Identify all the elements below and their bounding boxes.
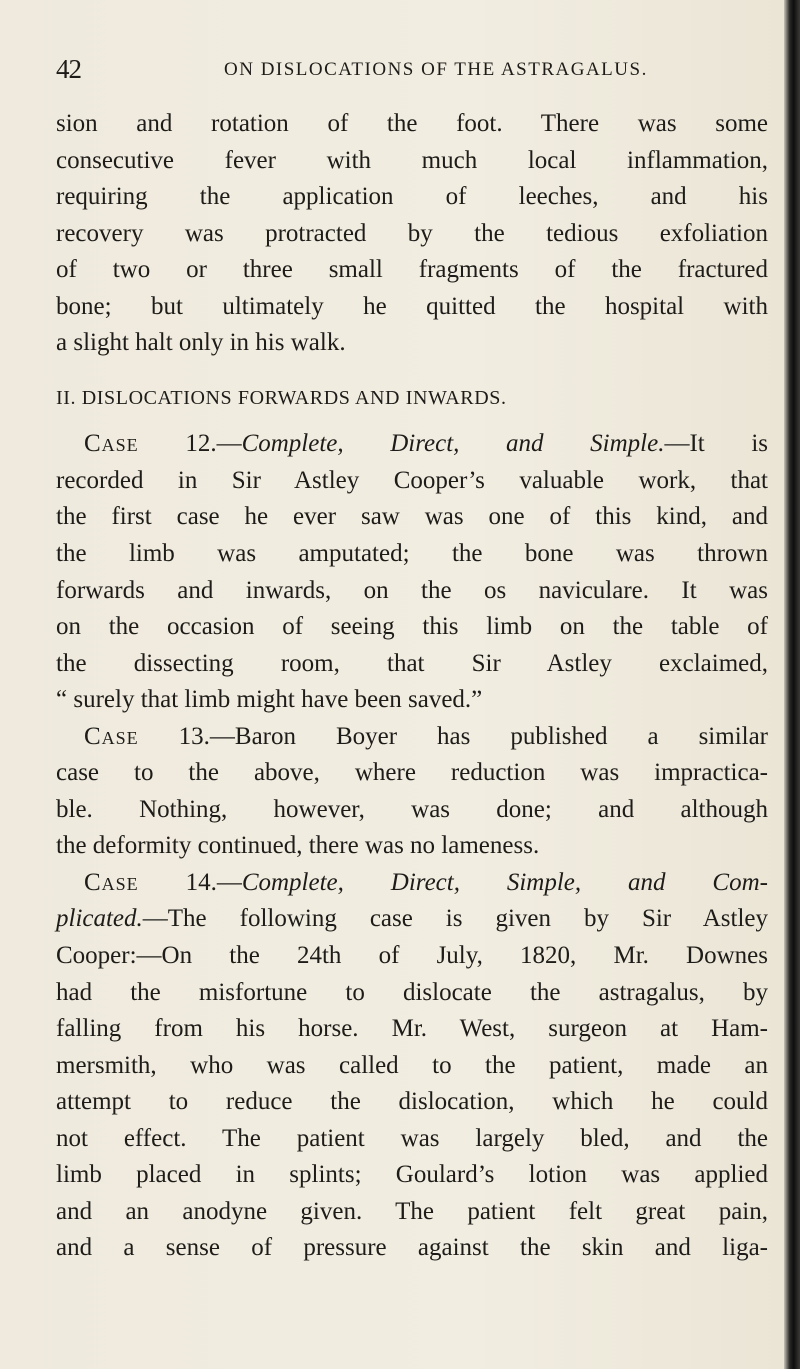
case-number: 13. (178, 722, 210, 750)
case-label: Case (84, 868, 139, 896)
case-first-line-rest: —It is (664, 430, 769, 458)
text-line: on the occasion of seeing this limb on the table of (56, 613, 768, 641)
text-line: falling from his horse. Mr. West, surgeon at Ham- (56, 1015, 768, 1043)
case-13-paragraph (56, 719, 768, 756)
case-14-paragraph (56, 865, 768, 902)
case-14-body (56, 901, 768, 1266)
text-line: a slight halt only in his walk. (56, 329, 346, 357)
text-line: case to the above, where reduction was impractica- (56, 759, 768, 787)
case-14-first-line (84, 865, 768, 902)
text-line: and a sense of pressure against the skin and liga- (56, 1234, 768, 1262)
case-title-part-2: plicated. (56, 905, 143, 933)
text-line: not effect. The patient was largely bled, and the (56, 1124, 768, 1152)
text-line: had the misfortune to dislocate the astragalus, by (56, 978, 768, 1006)
case-dash: — (216, 868, 242, 896)
case-12-first-line (84, 426, 768, 463)
case-second-line-rest: —The following case is given by Sir Astley (142, 905, 768, 933)
text-line: Cooper:—On the 24th of July, 1820, Mr. Downes (56, 942, 768, 970)
page-header (56, 54, 756, 94)
text-line: sion and rotation of the foot. There was some (56, 110, 768, 137)
case-dash: .— (210, 430, 242, 458)
text-line: bone; but ultimately he quitted the hospital with (56, 292, 768, 320)
case-title: Complete, Direct, and Simple. (241, 430, 665, 458)
case-14-second-line (56, 901, 768, 938)
text-line: ble. Nothing, however, was done; and although (56, 795, 768, 823)
text-line: the limb was amputated; the bone was thrown (56, 540, 768, 568)
case-number: 14. (185, 868, 217, 896)
book-binding-edge (784, 0, 800, 1369)
text-line: recovery was protracted by the tedious exfoliation (56, 219, 768, 247)
case-label: Case (84, 430, 139, 458)
body-text (56, 106, 768, 1267)
text-line: the dissecting room, that Sir Astley exclaimed, (56, 649, 768, 677)
text-line: mersmith, who was called to the patient, made an (56, 1051, 768, 1079)
text-line: of two or three small fragments of the fractured (56, 256, 768, 284)
case-12-body (56, 463, 768, 719)
text-line: the first case he ever saw was one of this kind, and (56, 503, 768, 531)
text-line: consecutive fever with much local inflammation, (56, 146, 768, 174)
case-label: Case (84, 722, 139, 750)
case-13-first-line (84, 719, 768, 756)
text-line: “ surely that limb might have been saved.” (56, 686, 483, 714)
text-line: the deformity continued, there was no lameness. (56, 832, 540, 860)
text-line: attempt to reduce the dislocation, which he could (56, 1088, 768, 1116)
case-number: 12 (185, 430, 211, 458)
case-first-line-rest: —Baron Boyer has published a similar (209, 722, 769, 750)
paragraph-continuation (56, 106, 768, 362)
text-line: forwards and inwards, on the os naviculare. It was (56, 576, 768, 604)
page-number: 42 (56, 54, 81, 84)
case-13-body (56, 755, 768, 865)
text-line: recorded in Sir Astley Cooper’s valuable work, that (56, 466, 768, 494)
text-line: and an anodyne given. The patient felt great pain, (56, 1197, 768, 1225)
case-title-part-1: Complete, Direct, Simple, and Com- (241, 868, 768, 896)
running-title: ON DISLOCATIONS OF THE ASTRAGALUS. (224, 59, 648, 80)
text-line: limb placed in splints; Goulard’s lotion was applied (56, 1161, 768, 1189)
case-12-paragraph (56, 426, 768, 463)
text-line: requiring the application of leeches, and his (56, 183, 768, 211)
section-heading: II. DISLOCATIONS FORWARDS AND INWARDS. (56, 386, 507, 409)
